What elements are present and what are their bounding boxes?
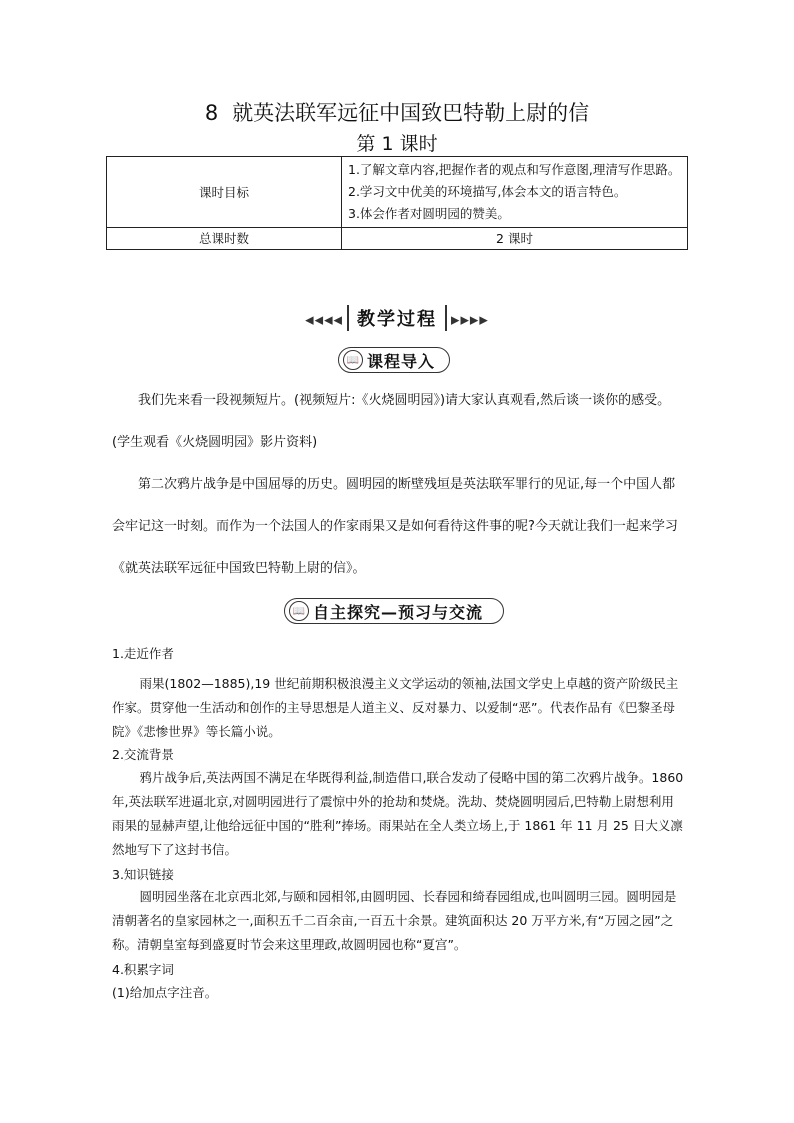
item-body-background: 鸦片战争后,英法两国不满足在华既得利益,制造借口,联合发动了侵略中国的第二次鸦片战争。1860 年,英法联军进逼北京,对圆明园进行了震惊中外的抢劫和焚烧。洗劫、焚烧圆明园后,巴特勒上尉想利用雨果的显赫声望,让他给远征中国的“胜利”捧场。雨果站在全人类立场上,于 1861 年 11 月 25 日大义凛然地写下了这封书信。 xyxy=(112,770,684,857)
page-title xyxy=(0,98,794,128)
goals-table xyxy=(106,156,688,250)
goals-row xyxy=(107,157,688,228)
explore-section-heading xyxy=(284,598,504,624)
item-body-author: 雨果(1802—1885),19 世纪前期积极浪漫主义文学运动的领袖,法国文学史上卓越的资产阶级民主作家。贯穿他一生活动和创作的主导思想是人道主义、反对暴力、以爱制“恶”。代表作品有《巴黎圣母院》《悲惨世界》等长篇小说。 xyxy=(112,676,679,739)
lesson-subtitle: 第 1 课时 xyxy=(356,133,438,155)
left-arrows-icon: ◀◀◀◀ xyxy=(305,313,343,327)
total-value: 2 课时 xyxy=(342,228,688,250)
total-row xyxy=(107,228,688,250)
total-label: 总课时数 xyxy=(107,228,342,250)
intro-paragraph-1: 我们先来看一段视频短片。(视频短片:《火烧圆明园》)请大家认真观看,然后谈一谈你的感受。(学生观看《火烧圆明园》影片资料) xyxy=(112,393,671,450)
goals-label: 课时目标 xyxy=(107,157,342,228)
lesson-title: 就英法联军远征中国致巴特勒上尉的信 xyxy=(232,101,590,125)
item-heading-knowledge: 3.知识链接 xyxy=(112,867,174,882)
item-heading-author: 1.走近作者 xyxy=(112,646,174,661)
intro-heading-label: 课程导入 xyxy=(367,351,436,371)
book-icon: 📖 xyxy=(343,350,363,370)
goal-item: 3.体会作者对圆明园的赞美。 xyxy=(348,206,510,221)
goal-item: 1.了解文章内容,把握作者的观点和写作意图,理清写作思路。 xyxy=(348,162,681,177)
vocabulary-subitem: (1)给加点字注音。 xyxy=(112,985,218,1000)
goals-content xyxy=(342,157,688,228)
item-heading-vocabulary: 4.积累字词 xyxy=(112,962,174,977)
explore-heading-label: 自主探究—预习与交流 xyxy=(313,602,484,622)
lesson-number: 8 xyxy=(204,101,219,125)
item-body-knowledge: 圆明园坐落在北京西北郊,与颐和园相邻,由圆明园、长春园和绮春园组成,也叫圆明三园。圆明园是清朝著名的皇家园林之一,面积五千二百余亩,一百五十余景。建筑面积达 20 万平方米,有“万园之园”之称。清朝皇室每到盛夏时节会来这里理政,故圆明园也称“夏宫”。 xyxy=(112,889,677,952)
goal-item: 2.学习文中优美的环境描写,体会本文的语言特色。 xyxy=(348,184,627,199)
intro-paragraph-2: 第二次鸦片战争是中国屈辱的历史。圆明园的断壁残垣是英法联军罪行的见证,每一个中国人都会牢记这一时刻。而作为一个法国人的作家雨果又是如何看待这件事的呢?今天就让我们一起来学习《就英法联军远征中国致巴特勒上尉的信》。 xyxy=(112,477,678,576)
banner-title: 教学过程 xyxy=(347,305,447,331)
teaching-process-banner xyxy=(0,305,794,331)
right-arrows-icon: ▶▶▶▶ xyxy=(451,313,489,327)
item-heading-background: 2.交流背景 xyxy=(112,747,174,762)
book-icon: 📖 xyxy=(289,601,309,621)
intro-section-heading xyxy=(338,347,450,373)
